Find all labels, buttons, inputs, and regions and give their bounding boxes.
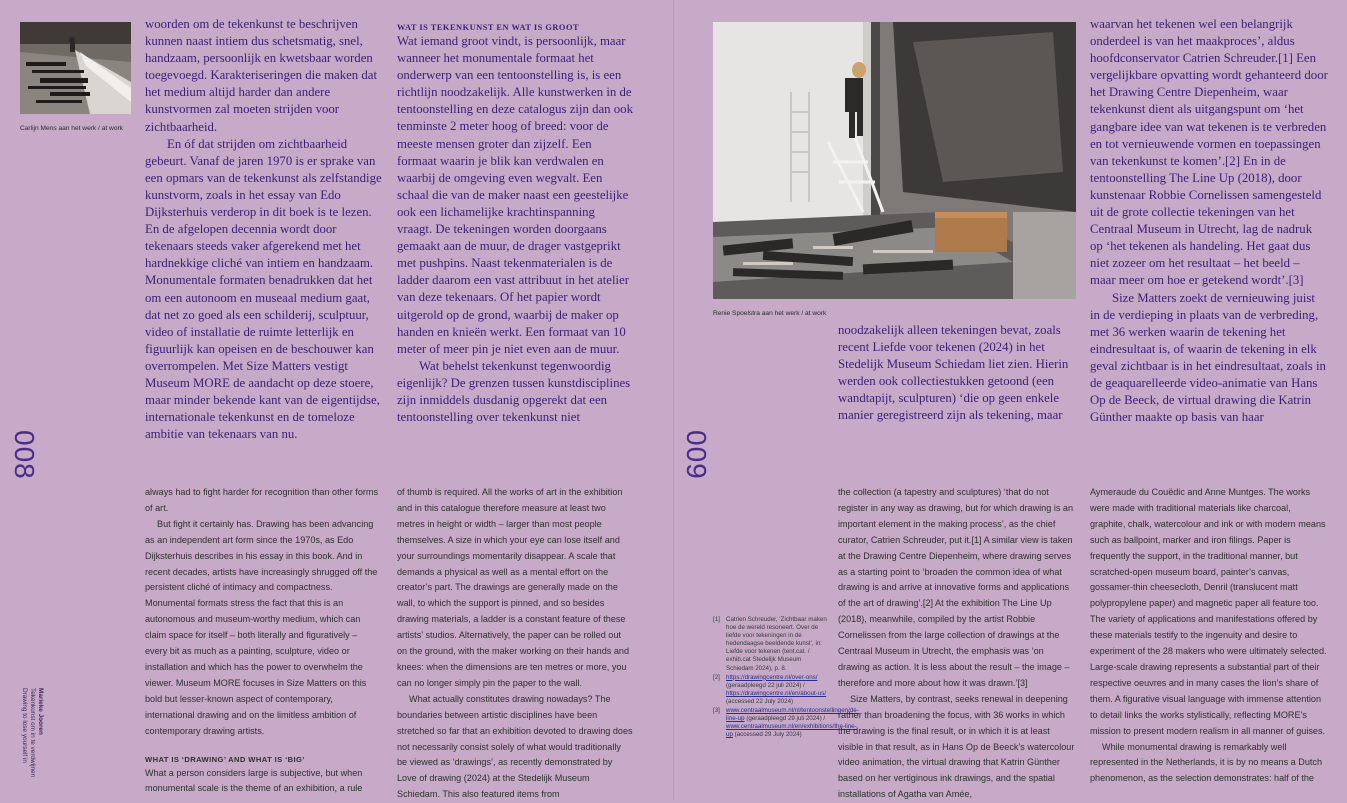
footnote-link[interactable]: https://drawingcentre.nl/en/about-us/ [726, 689, 827, 697]
artist-photo-small [20, 22, 131, 114]
page-number: 009 [681, 430, 712, 480]
photo-caption: Carlijn Mens aan het werk / at work [20, 125, 123, 132]
nl-column-1 [145, 16, 383, 443]
page-number: 008 [9, 430, 40, 480]
nl-column-2 [1090, 16, 1328, 426]
paragraph: of thumb is required. All the works of art in the exhibition and in this catalogue therefore measure at least two metres in height or width – larger than most people themselves. A size in which your eye can lose itself and your surroundings momentarily disappear. A scale that demands a physical as well as a mental effort on the creator’s part. The drawings are generally made on the wall, to which the support is pinned, and so besides drawing materials, a ladder is a constant feature of these artists’ studios. Alternatively, the paper can be rolled out on the ground, with the maker working on their hands and knees: when the dimensions are ten metres or more, you can no longer simply pin the paper to the wall. [397, 487, 630, 688]
paragraph: always had to fight harder for recognition than other forms of art. [145, 487, 379, 513]
running-head [20, 688, 44, 777]
paragraph: What a person considers large is subjective, but when monumental scale is the theme of an exhibition, a rule [145, 767, 363, 794]
footnote-number: [1] [713, 616, 720, 623]
footnote-number: [3] [713, 707, 720, 715]
en-column-1 [145, 485, 381, 797]
footnote-link[interactable]: https://drawingcentre.nl/over-ons/ [726, 673, 818, 681]
footnote [713, 616, 827, 673]
paragraph: Aymeraude du Couëdic and Anne Muntges. The works were made with traditional materials like charcoal, graphite, chalk, watercolour and ink or with modern means such as ballpoint, marker and iron filings. Paper is frequently the support, in the traditional manner, but scratched-open museum board, painter’s canvas, gossamer-thin cheesecloth, Denril (translucent matt polypropylene paper) and magnetic paper all feature too. The variety of applications and manifestations offered by these materials testify to the ingenuity and desire to experiment of the 28 makers who were ultimately selected. Large-scale drawing represents a substantial part of their respective oeuvres and in many cases the lion’s share of them. A figurative visual language with immense attention to detail links the works stylistically, reflecting MORE’s mission to present modern realism in all manner of guises. [1090, 487, 1327, 736]
footnote-text: (geraadpleegd 29 juli 2024) / [746, 715, 826, 723]
footnote [713, 674, 827, 706]
paragraph: En óf dat strijden om zichtbaarheid gebeurt. Vanaf de jaren 1970 is er sprake van een opmars van de tekenkunst als zelfstandige kunstvorm, zoals in het essay van Edo Dijksterhuis verderop in dit boek is te lezen. En de afgelopen decennia wordt door tekenaars steeds vaker afgerekend met het hardnekkige cliché van intiem en handzaam. Monumentale formaten benadrukken dat het om een autonoom en museaal medium gaat, dat net zo goed als een schilderij, sculptuur, video of installatie de ruimte letterlijk en figuurlijk kan opeisen en de beschouwer kan overrompelen. Met Size Matters vestigt Museum MORE de aandacht op deze stoere, maar minder bekende kant van de eigentijdse, internationale tekenkunst en de tomeloze ambitie van tekenaars van nu. [145, 136, 382, 442]
paragraph: noodzakelijk alleen tekeningen bevat, zoals recent Liefde voor tekenen (2024) in het Stedelijk Museum Schiedam liet zien. Hierin werden ook collectiestukken getoond (een wandtapijt, sculpturen) ‘die op geen enkele manier geregistreerd zijn als tekening, maar [838, 323, 1069, 423]
running-title-en: Drawing to lose yourself in [21, 688, 28, 763]
footnote-number: [2] [713, 673, 720, 681]
artist-photo-large [713, 22, 1076, 299]
paragraph: woorden om de tekenkunst te beschrijven kunnen naast intiem dus schetsmatig, snel, handzaam, persoonlijk en kwetsbaar worden toegevoegd. Karakteriseringen die maken dat het medium altijd harder dan andere kunstvormen zal moeten strijden voor zichtbaarheid. [145, 17, 378, 134]
footnotes [713, 616, 859, 740]
footnote-text: (accessed 29 July 2024) [734, 731, 802, 739]
section-heading: WAT IS TEKENKUNST EN WAT IS GROOT [397, 23, 580, 32]
paragraph: Wat iemand groot vindt, is persoonlijk, maar wanneer het monumentale formaat het onderwerp van een tentoonstelling is, is een richtlijn noodzakelijk. Alle kunstwerken in de tentoonstelling en deze catalogus zijn dan ook tenminste 2 meter hoog of breed: voor de meeste mensen groter dan zijzelf. Een formaat waarin je blik kan verdwalen en waarbij de omgeving even wegvalt. Een schaal die van de maker naast een geestelijke ook een lichamelijke krachtinspanning vraagt. De tekeningen worden doorgaans gemaakt aan de muur, de drager vastgeprikt met pushpins. Naast tekenmaterialen is de ladder daarom een vast attribuut in het atelier van deze tekenaars. Of het papier wordt uitgerold op de grond, waarbij de maker op handen en knieën werkt. Een formaat van 10 meter of meer pin je niet even aan de muur. [397, 34, 633, 356]
paragraph: Wat behelst tekenkunst tegenwoordig eigenlijk? De grenzen tussen kunstdisciplines zijn inmiddels dusdanig opgerekt dat een tentoonstelling over tekenkunst niet [397, 358, 631, 425]
footnote-link[interactable]: www.centraalmuseum.nl/nl/tentoonstellingen/de-line-up [726, 707, 859, 723]
paragraph: What actually constitutes drawing nowadays? The boundaries between artistic disciplines have been stretched so far that an exhibition devoted to drawing does not necessarily consist solely of what would traditionally be viewed as ‘drawings’, as recently demonstrated by Love of drawing (2024) at the Stedelijk Museum Schiedam. This also featured items from [397, 693, 633, 800]
footnote-text: (geraadpleegd 22 juli 2024) / [726, 681, 805, 689]
paragraph: Size Matters zoekt de vernieuwing juist in de verdieping in plaats van de verbreding, met 36 werken waarin de tekening het eindresultaat is, of waarin de tekening in elk geval zichtbaar is in het eindresultaat, zoals in de geaquarelleerde video-animatie van Hans Op de Beeck, de virtual drawing die Katrin Günther maakte op basis van haar [1090, 290, 1326, 425]
author-name: Marieke Jooren [37, 688, 44, 735]
nl-column-1 [838, 322, 1074, 425]
paragraph: the collection (a tapestry and sculptures) ‘that do not register in any way as drawing, but for which drawing is an important element in the making process’, as the chief curator, Catrien Schreuder, put it.[1] A similar view is taken at the Drawing Centre Diepenheim, where drawing serves as a starting point to ‘broaden the common idea of what drawing is and arrive at innovative forms and applications of the art of drawing’.[2] At the exhibition The Line Up (2018), meanwhile, compiled by the artist Robbie Cornelissen from the large collection of drawings at the Centraal Museum in Utrecht, the emphasis was ‘on drawing as action. It is less about the result – the image – therefore and more about how it was drawn.’[3] [838, 487, 1074, 688]
running-title-nl: Tekenkunst om in te verdwijnen [29, 688, 36, 778]
footnote [713, 707, 859, 739]
footnote-link[interactable]: www.centraalmuseum.nl/en/exhibitions/the-line-up [726, 723, 857, 739]
section-heading: WHAT IS ‘DRAWING’ AND WHAT IS ‘BIG’ [145, 754, 305, 764]
paragraph: While monumental drawing is remarkably well represented in the Netherlands, it is by no means a Dutch phenomenon, as the selection demonstrates: half of the [1090, 741, 1323, 784]
paragraph: waarvan het tekenen wel een belangrijk onderdeel is van het maakproces’, aldus hoofdconservator Catrien Schreuder.[1] Een vergelijkbare opvatting wordt gehanteerd door het Drawing Centre Diepenheim, waar tekenkunst dient als uitgangspunt om ‘het gangbare idee van wat tekenen is te verbreden en tot vernieuwende vormen en toepassingen van tekenkunst te komen’.[2] En in de tentoonstelling The Line Up (2018), door kunstenaar Robbie Cornelissen samengesteld uit de grote collectie tekeningen van het Centraal Museum in Utrecht, lag de nadruk op ‘het tekenen als handeling. Het gaat dus niet zozeer om het resultaat – het beeld – maar meer om hoe er getekend wordt’.[3] [1090, 17, 1328, 288]
paragraph: Size Matters, by contrast, seeks renewal in deepening rather than broadening the focus, with 36 works in which the drawing is the final result, or in which it is at least visible in that result, as in Hans Op de Beeck’s watercolour video animation, the virtual drawing that Katrin Günther based on her vertiginous ink drawings, and the spatial installations of Agatha van Amée, [838, 693, 1075, 800]
en-column-2 [397, 485, 633, 803]
footnote-text: Catrien Schreuder, ‘Zichtbaar maken hoe de wereld resoneert. Over de liefde voor tekeningen in de hedendaagse beeldende kunst’, in: Liefde voor tekenen (tent.cat. / exhib.cat Stedelijk Museum Schiedam 2024), p. 8. [726, 616, 827, 672]
en-column-2 [1090, 485, 1328, 787]
nl-column-2 [397, 22, 633, 426]
gutter-divider [673, 0, 674, 800]
paragraph: But fight it certainly has. Drawing has been advancing as an independent art form since the 1970s, as Edo Dijksterhuis describes in his essay in this book. And in recent decades, artists have increasingly shrugged off the persistent cliché of intimacy and compactness. Monumental formats stress the fact that this is an autonomous and museum-worthy medium, which can claim space for itself – both literally and figuratively – every bit as much as a painting, sculpture, video or installation and which has the power to overwhelm the viewer. Museum MORE focuses in Size Matters on this bold but lesser-known aspect of contemporary, international drawing and on the limitless ambition of contemporary drawing artists. [145, 518, 378, 736]
en-column-1 [838, 485, 1076, 803]
photo-caption: Renie Spoelstra aan het werk / at work [713, 310, 827, 317]
footnote-text: (accessed 22 July 2024) [726, 697, 794, 705]
